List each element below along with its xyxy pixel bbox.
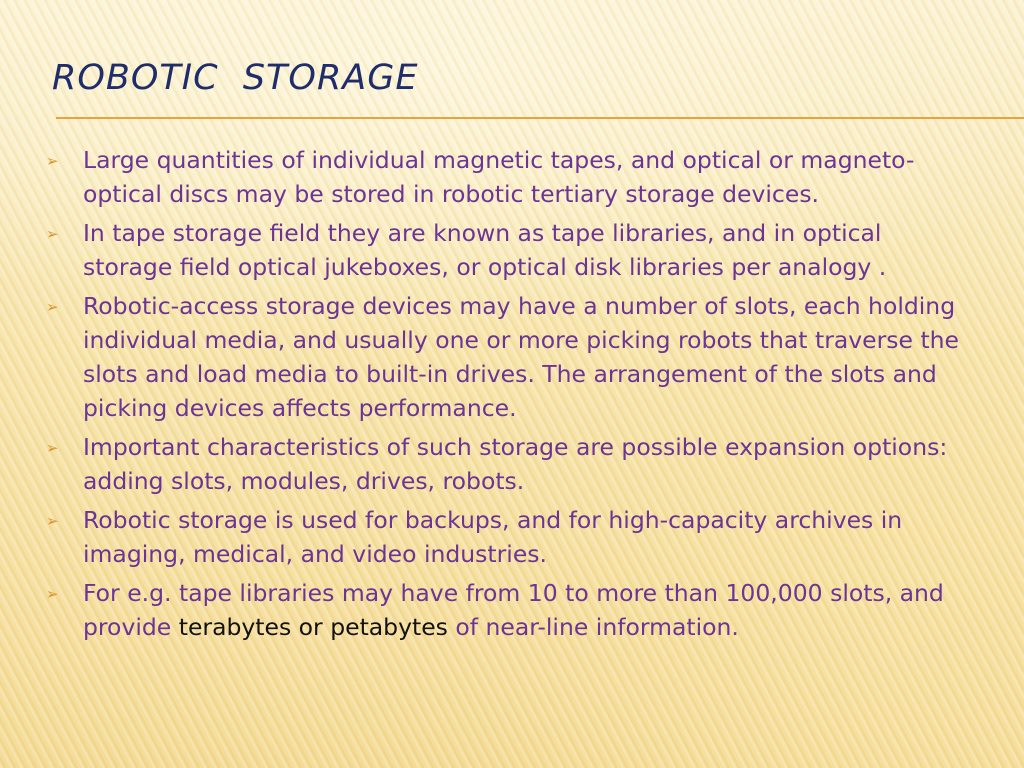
bullet-text-part: of near-line information.: [447, 613, 739, 641]
bullet-text: In tape storage field they are known as tape libraries, and in optical storage field optical jukeboxes, or optical disk libraries per analogy .: [83, 219, 887, 281]
arrowhead-bullet-icon: ➢: [46, 585, 59, 603]
arrowhead-bullet-icon: ➢: [46, 225, 59, 243]
arrowhead-bullet-icon: ➢: [46, 298, 59, 316]
bullet-text-part: For e.g. tape libraries may have from 10 to more than 100,000 slots, and provide: [83, 579, 944, 641]
bullet-text: [83, 579, 944, 641]
bullet-list: [46, 143, 976, 649]
bullet-item: [46, 430, 976, 498]
arrowhead-bullet-icon: ➢: [46, 439, 59, 457]
arrowhead-bullet-icon: ➢: [46, 512, 59, 530]
bullet-item: [46, 216, 976, 284]
bullet-item: [46, 503, 976, 571]
bullet-text: Large quantities of individual magnetic tapes, and optical or magneto-optical discs may be stored in robotic tertiary storage devices.: [83, 146, 915, 208]
bullet-text: Robotic storage is used for backups, and for high-capacity archives in imaging, medical, and video industries.: [83, 506, 903, 568]
title-underline: [56, 117, 1024, 119]
bullet-item: [46, 143, 976, 211]
bullet-emphasis-text: terabytes or petabytes: [178, 613, 448, 641]
slide-title: ROBOTIC STORAGE: [52, 58, 419, 98]
bullet-text: Robotic-access storage devices may have a number of slots, each holding individual media, and usually one or more picking robots that traverse the slots and load media to built-in drives. The arrangement of the slots and picking devices affects performance.: [83, 292, 960, 422]
bullet-text: Important characteristics of such storage are possible expansion options: adding slots, modules, drives, robots.: [83, 433, 948, 495]
arrowhead-bullet-icon: ➢: [46, 152, 59, 170]
bullet-item: [46, 289, 976, 425]
bullet-item: [46, 576, 976, 644]
